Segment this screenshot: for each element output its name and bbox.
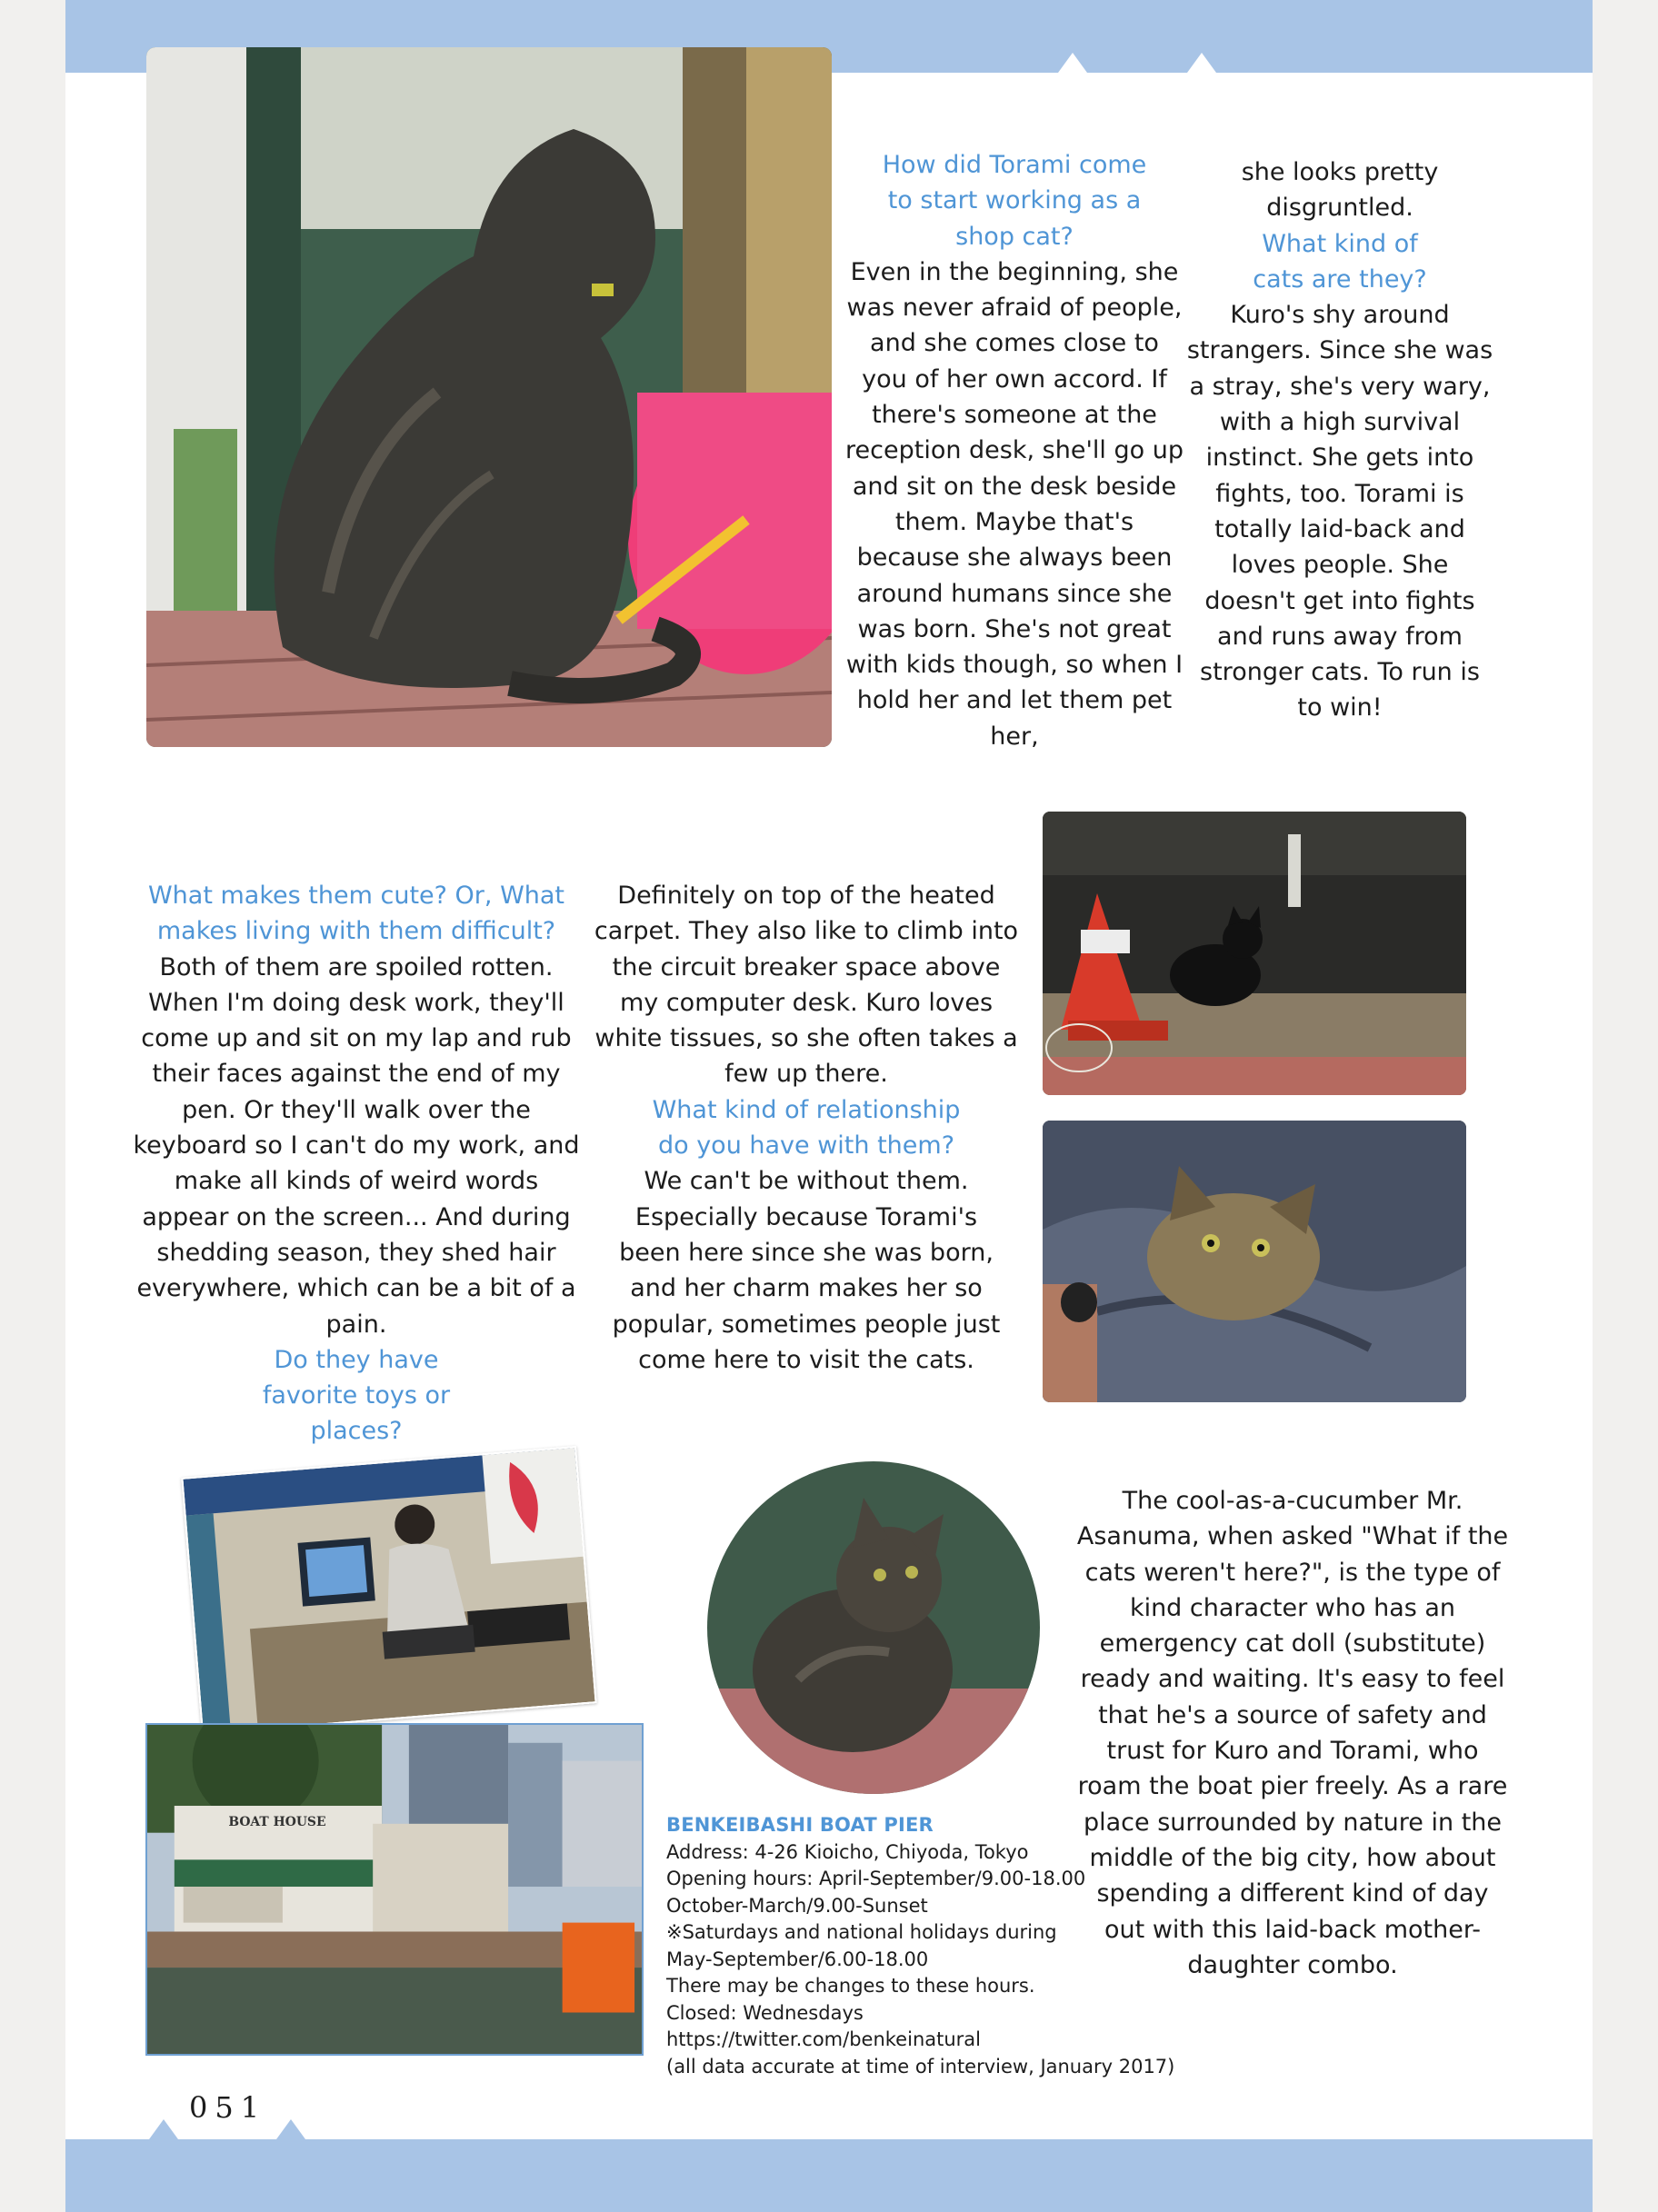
- boat-house-photo: [145, 1723, 644, 2056]
- black-cat-photo: [1043, 812, 1466, 1095]
- man-at-desk-photo: [181, 1446, 596, 1735]
- question-kind-of-cats: What kind of cats are they?: [1253, 229, 1427, 294]
- answer-favorite-toys: Definitely on top of the heated carpet. They also like to climb into the circuit breaker space above my computer desk. Kuro loves white tissues, so she often takes a few up there.: [594, 882, 1019, 1089]
- pier-title: BENKEIBASHI BOAT PIER: [666, 1814, 934, 1836]
- pier-url[interactable]: https://twitter.com/benkeinatural: [666, 2028, 981, 2050]
- bottom-notch-right: [276, 2119, 305, 2139]
- pier-hours-2: October-March/9.00-Sunset: [666, 1894, 928, 1917]
- pier-note: There may be changes to these hours.: [666, 1975, 1035, 1997]
- question-favorite-toys: Do they have favorite toys or places?: [262, 1345, 451, 1446]
- closing-paragraph: [1074, 1483, 1511, 1983]
- answer-relationship: We can't be without them. Especially because Torami's been here since she was born, and her charm makes her so popular, sometimes people just come here to visit the cats.: [612, 1167, 1001, 1374]
- question-relationship: What kind of relationship do you have with them?: [652, 1095, 961, 1161]
- pier-hours-1: Opening hours: April-September/9.00-18.00: [666, 1868, 1086, 1889]
- top-notch-right: [1187, 53, 1216, 73]
- answer-continued: she looks pretty disgruntled.: [1241, 158, 1439, 223]
- pier-hours-4: May-September/6.00-18.00: [666, 1948, 929, 1970]
- boat-house-sign: BOAT HOUSE: [228, 1814, 326, 1829]
- question-torami-start: How did Torami come to start working as a shop cat?: [882, 151, 1147, 251]
- round-cat-photo: [707, 1461, 1040, 1794]
- question-cute-difficult: What makes them cute? Or, What makes living with them difficult?: [147, 882, 565, 946]
- answer-kind-of-cats: Kuro's shy around strangers. Since she was a stray, she's very wary, with a high survival instinct. She gets into fights, too. Torami is totally laid-back and loves people. She doesn't get into fights and runs away from stronger cats. To run is to win!: [1186, 301, 1493, 722]
- page-number: 051: [189, 2090, 267, 2125]
- pier-closed: Closed: Wednesdays: [666, 2001, 864, 2024]
- bottom-notch-left: [149, 2119, 178, 2139]
- cat-in-jacket-photo: [1043, 1121, 1466, 1402]
- text-column-3: [127, 878, 585, 1450]
- closing-text: The cool-as-a-cucumber Mr. Asanuma, when asked "What if the cats weren't here?", is the type of kind character who has an emergency cat doll (substitute) ready and waiting. It's easy to feel that he's a source of safety and trust for Kuro and Torami, who roam the boat pier freely. As a rare place surrounded by nature in the middle of the big city, how about spending a different kind of day out with this laid-back mother-daughter combo.: [1076, 1487, 1509, 1979]
- text-column-4: [593, 878, 1020, 1378]
- pier-address: Address: 4-26 Kioicho, Chiyoda, Tokyo: [666, 1840, 1029, 1863]
- pier-accuracy-note: (all data accurate at time of interview, January 2017): [666, 2055, 1175, 2077]
- text-column-2: [1182, 154, 1498, 726]
- answer-cute-difficult: Both of them are spoiled rotten. When I'm doing desk work, they'll come up and sit on my lap and rub their faces against the end of my pen. Or they'll walk over the keyboard so I can't do my work, and make all kinds of weird words appear on the screen... And during shedding season, they shed hair everywhere, which can be a bit of a pain.: [133, 952, 580, 1339]
- main-cat-photo: [146, 47, 832, 747]
- text-column-1: [844, 147, 1185, 754]
- top-notch-left: [1058, 53, 1087, 73]
- pier-hours-3: ※Saturdays and national holidays during: [666, 1921, 1057, 1943]
- answer-torami-start: Even in the beginning, she was never afraid of people, and she comes close to you of her own accord. If there's someone at the reception desk, she'll go up and sit on the desk beside them. Maybe that's because she always been around humans since she was born. She's not great with kids though, so when I hold her and let them pet her,: [845, 257, 1184, 751]
- bottom-decorative-band: [65, 2139, 1593, 2212]
